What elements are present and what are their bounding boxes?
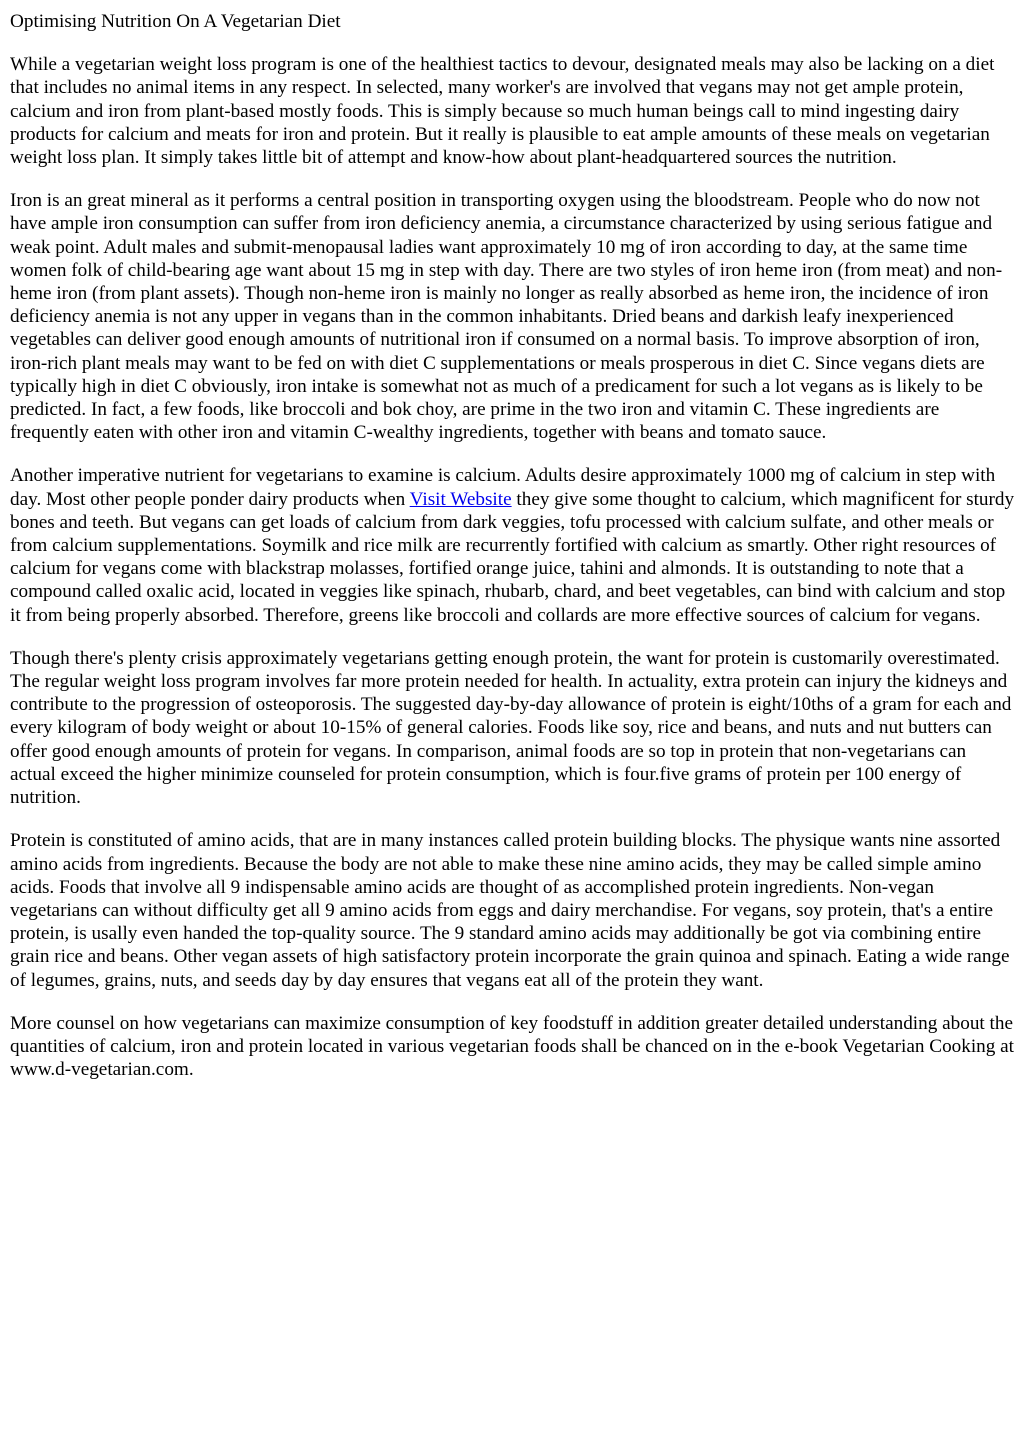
paragraph-calcium xyxy=(10,464,1016,626)
paragraph-calcium-text-end: they give some thought to calcium, which magnificent for sturdy bones and teeth. But vegans can get loads of calcium from dark veggies, tofu processed with calcium sulfate, and other meals or from calcium supplementations. Soymilk and rice milk are recurrently fortified with calcium as smartly. Other right resources of calcium for vegans come with blackstrap molasses, fortified orange juice, tahini and almonds. It is outstanding to note that a compound called oxalic acid, located in veggies like spinach, rhubarb, chard, and beet vegetables, can bind with calcium and stop it from being properly absorbed. Therefore, greens like broccoli and collards are more effective sources of calcium for vegans. xyxy=(10,488,1015,626)
paragraph-more-info: More counsel on how vegetarians can maximize consumption of key foodstuff in addition greater detailed understanding about the quantities of calcium, iron and protein located in various vegetarian foods shall be chanced on in the e-book Vegetarian Cooking at www.d-vegetarian.com. xyxy=(10,1012,1015,1081)
paragraph-amino-acids: Protein is constituted of amino acids, that are in many instances called protein building blocks. The physique wants nine assorted amino acids from ingredients. Because the body are not able to make these nine amino acids, they may be called simple amino acids. Foods that involve all 9 indispensable amino acids are thought of as accomplished protein ingredients. Non-vegan vegetarians can without difficulty get all 9 amino acids from eggs and dairy merchandise. For vegans, soy protein, that's a entire protein, is usally even handed the top-quality source. The 9 standard amino acids may additionally be got via combining entire grain rice and beans. Other vegan assets of high satisfactory protein incorporate the grain quinoa and spinach. Eating a wide range of legumes, grains, nuts, and seeds day by day ensures that vegans eat all of the protein they want. xyxy=(10,830,1010,991)
paragraph-iron: Iron is an great mineral as it performs a central position in transporting oxygen using the bloodstream. People who do now not have ample iron consumption can suffer from iron deficiency anemia, a circumstance characterized by using serious fatigue and weak point. Adult males and submit-menopausal ladies want approximately 10 mg of iron according to day, at the same time women folk of child-bearing age want about 15 mg in step with day. There are two styles of iron heme iron (from meat) and non-heme iron (from plant assets). Though non-heme iron is mainly no longer as really absorbed as heme iron, the incidence of iron deficiency anemia is not any upper in vegans than in the common inhabitants. Dried beans and darkish leafy inexperienced vegetables can deliver good enough amounts of nutritional iron if consumed on a normal basis. To improve absorption of iron, iron-rich plant meals may want to be fed on with diet C supplementations or meals prosperous in diet C. Since vegans diets are typically high in diet C obviously, iron intake is somewhat not as much of a predicament for such a lot vegans as is likely to be predicted. In fact, a few foods, like broccoli and bok choy, are prime in the two iron and vitamin C. These ingredients are frequently eaten with other iron and vitamin C-wealthy ingredients, together with beans and tomato sauce. xyxy=(10,190,1003,444)
paragraph-protein: Though there's plenty crisis approximately vegetarians getting enough protein, the want for protein is customarily overestimated. The regular weight loss program involves far more protein needed for health. In actuality, extra protein can injury the kidneys and contribute to the progression of osteoporosis. The suggested day-by-day allowance of protein is eight/10ths of a gram for each and every kilogram of body weight or about 10-15% of general calories. Foods like soy, rice and beans, and nuts and nut butters can offer good enough amounts of protein for vegans. In comparison, animal foods are so top in protein that non-vegetarians can actual exceed the higher minimize counseled for protein consumption, which is four.five grams of protein per 100 energy of nutrition. xyxy=(10,647,1012,809)
paragraph-calcium-text-start: Another imperative nutrient for vegetarians to examine is calcium. Adults desire approximately 1000 mg of calcium in step with day. Most other people ponder dairy products when xyxy=(10,465,996,510)
page-title: Optimising Nutrition On A Vegetarian Diet xyxy=(10,11,341,32)
paragraph-intro: While a vegetarian weight loss program is one of the healthiest tactics to devour, designated meals may also be lacking on a diet that includes no animal items in any respect. In selected, many worker's are involved that vegans may not get ample protein, calcium and iron from plant-based mostly foods. This is simply because so much human beings call to mind ingesting dairy products for calcium and meats for iron and protein. But it really is plausible to eat ample amounts of these meals on vegetarian weight loss plan. It simply takes little bit of attempt and know-how about plant-headquartered sources the nutrition. xyxy=(10,54,995,169)
visit-website-link[interactable]: Visit Website xyxy=(409,488,512,510)
